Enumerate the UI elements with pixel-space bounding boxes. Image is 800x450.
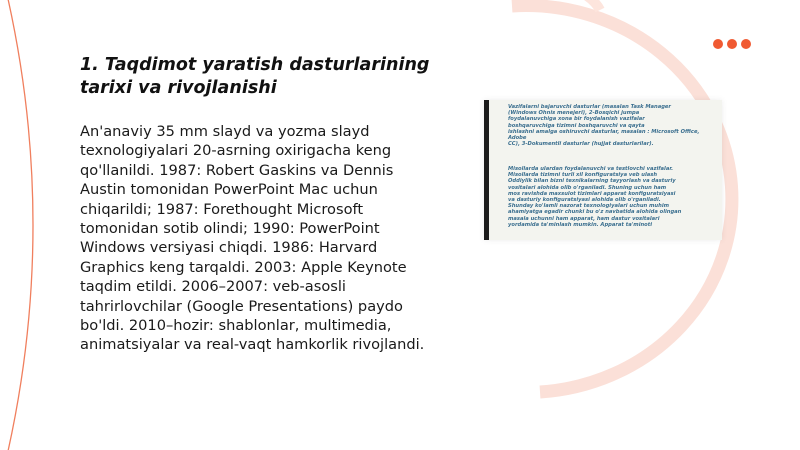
document-paragraph-2: Misollarda ulardan foydalanuvchi va testlovchi vazifalar. Misollarda tizimni turli xil konfiguratsiya veb ulash Oddiylik bilan bizni texnikalarning tayyorlash va dasturiy vositalari alohida olib o'rganiladi. Shuning uchun ham mos ravishda maxsulot tizimlari apparat konfiguratsiyasi va dasturiy konfiguratsiyasi alohida olib o'rganiladi. Shunday ko'lamli nazorat texnologiyalari uchun muhim ahamiyatga egadir chunki bu o'z navbatida alohida olingan masala uchunni ham apparat, ham dastur vositalari yordamida ta'minlash mumkin. Apparat ta'minoti: [508, 166, 682, 228]
document-image: [484, 100, 722, 240]
three-dots-icon: [713, 39, 751, 49]
slide-title: 1. Taqdimot yaratish dasturlarining tarixi va rivojlanishi: [80, 55, 430, 98]
dot-icon: [727, 39, 737, 49]
document-paragraph-1: Vazifalarni bajaruvchi dasturlar (masalan Task Manager (Windows Ohnis menejeri), 2-Bosqichi jumpa foydalanuvchiga xona bir foydalanish vazifalar boshqaruvchiga tizimni boshqaruvchi va qayta ishlashni amalga oshiruvchi dasturlar, masalan : Microsoft Office, Adobe CC), 3-Dokumentli dasturlar (hujjat dasturlarilar).: [508, 104, 700, 148]
dot-icon: [741, 39, 751, 49]
slide-body-text: An'anaviy 35 mm slayd va yozma slayd texnologiyalari 20-asrning oxirigacha keng qo'llanildi. 1987: Robert Gaskins va Dennis Austin tomonidan PowerPoint Mac uchun chiqarildi; 1987: Forethought Microsoft tomonidan sotib olindi; 1990: PowerPoint Windows versiyasi chiqdi. 1986: Harvard Graphics keng tarqaldi. 2003: Apple Keynote taqdim etildi. 2006–2007: veb-asosli tahrirlovchilar (Google Presentations) paydo bo'ldi. 2010–hozir: shablonlar, multimedia, animatsiyalar va real-vaqt hamkorlik rivojlandi.: [80, 123, 425, 354]
left-arc: [6, 0, 33, 450]
dot-icon: [713, 39, 723, 49]
document-image-border: [484, 100, 489, 240]
